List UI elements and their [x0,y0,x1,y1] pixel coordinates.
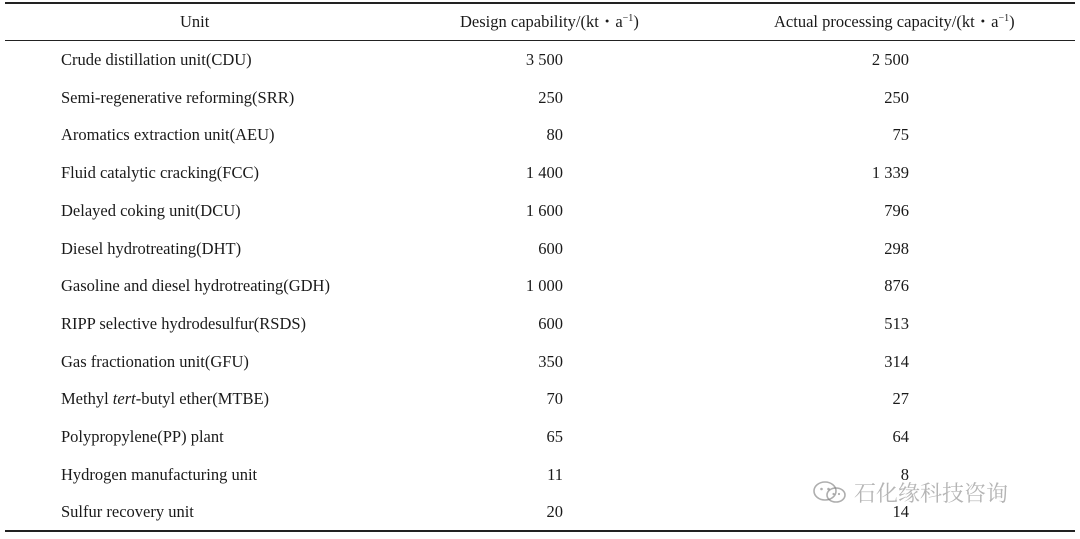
row-unit-name: Fluid catalytic cracking(FCC) [61,163,259,183]
table-row [0,344,1080,382]
row-unit-name-suffix: -butyl ether(MTBE) [135,389,270,409]
row-unit-name: Crude distillation unit(CDU) [61,50,252,69]
row-unit-name: RIPP selective hydrodesulfur(RSDS) [61,313,307,333]
table-top-rule [5,2,1075,4]
row-actual-value: 796 [884,200,909,220]
row-unit-name: Sulfur recovery unit [61,502,194,522]
row-unit-name: Aromatics extraction unit(AEU) [61,125,275,145]
table-row [0,419,1080,457]
header-actual-capacity [774,12,1015,32]
row-design-value: 3 500 [525,50,563,69]
row-actual-value: 14 [892,502,909,522]
header-actual-text: Actual processing capacity/(kt・a [774,12,999,31]
row-actual-value: 1 339 [871,163,909,183]
row-unit-name: Diesel hydrotreating(DHT) [61,238,242,258]
header-design-sup: −1 [622,13,634,24]
header-design-capability [460,12,639,32]
row-design-value: 250 [538,87,563,107]
row-unit-name-italic: tert [112,389,136,409]
row-actual-value: 314 [884,351,909,371]
row-design-value: 600 [538,238,563,258]
row-unit-name: Polypropylene(PP) plant [61,427,224,446]
row-design-value: 11 [547,464,563,484]
watermark [812,478,1008,506]
row-unit-name: Semi-regenerative reforming(SRR) [61,87,295,107]
header-unit: Unit [180,12,210,31]
row-actual-value: 298 [884,238,909,258]
table-row [0,306,1080,344]
row-unit-name-prefix: Methyl [61,389,113,409]
row-design-value: 65 [546,427,563,446]
row-design-value: 80 [546,125,563,145]
row-design-value: 20 [546,502,563,522]
header-actual-close: ) [1009,12,1015,31]
row-unit-name [61,389,269,409]
row-actual-value: 250 [884,87,909,107]
watermark-text: 石化缘科技咨询 [854,481,1009,507]
row-unit-name: Gas fractionation unit(GFU) [61,351,249,371]
row-design-value: 350 [538,351,563,371]
row-actual-value: 8 [900,464,909,484]
table-row [0,381,1080,419]
header-design-close: ) [633,12,639,31]
table-row [0,155,1080,193]
header-design-text: Design capability/(kt・a [460,12,623,31]
row-unit-name: Gasoline and diesel hydrotreating(GDH) [61,276,330,296]
table-row [0,193,1080,231]
row-actual-value: 876 [884,276,909,296]
table-row [0,42,1080,80]
row-design-value: 1 400 [525,163,563,183]
row-design-value: 1 000 [525,276,563,296]
table-row [0,268,1080,306]
table-row [0,80,1080,118]
table-row [0,231,1080,269]
row-unit-name: Delayed coking unit(DCU) [61,200,241,220]
row-unit-name: Hydrogen manufacturing unit [61,464,258,484]
row-actual-value: 2 500 [871,50,909,69]
wechat-icon [812,480,848,504]
row-actual-value: 75 [892,125,909,145]
header-actual-sup: −1 [998,13,1010,24]
row-actual-value: 513 [884,313,909,333]
row-design-value: 70 [546,389,563,409]
row-design-value: 600 [538,313,563,333]
row-design-value: 1 600 [525,200,563,220]
row-actual-value: 64 [892,427,909,446]
table-header-rule [5,40,1075,41]
table-row [0,117,1080,155]
row-actual-value: 27 [892,389,909,409]
